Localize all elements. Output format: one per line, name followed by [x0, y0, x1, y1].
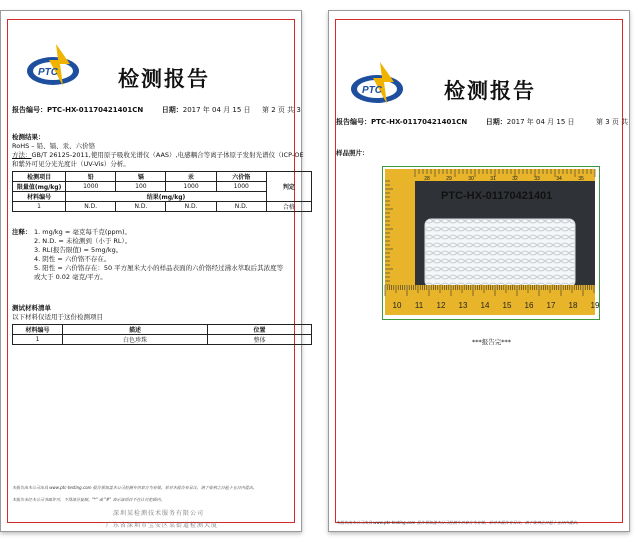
materials-table: [12, 324, 312, 345]
page-info: 第 2 页 共 3: [262, 106, 301, 114]
table-cell: 位置: [208, 325, 312, 335]
ruler-label: 14: [480, 301, 490, 310]
sample-photo: [385, 169, 600, 315]
report-no-label: 报告编号：: [12, 106, 47, 114]
svg-text:PTC: PTC: [38, 67, 58, 78]
svg-text:PTC: PTC: [362, 85, 382, 96]
ruler-label: 13: [458, 301, 468, 310]
table-cell: 六价铬: [216, 172, 266, 182]
table-row: [13, 202, 312, 212]
ruler-label: 17: [546, 301, 556, 310]
method-line-1: [12, 151, 304, 160]
ruler-label: 30: [468, 176, 474, 182]
report-page-2: [0, 10, 302, 532]
report-title: 检测报告: [444, 79, 536, 103]
list-item: 2. N.D. = 未检测到（小于 RL）。: [34, 237, 132, 245]
table-cell: N.D.: [166, 202, 216, 212]
footer-line-2: 本报告未经本公司书面许可，不得部分复制。"*" 或 "#" 表示该项目不在认可范围内。: [12, 497, 165, 502]
footer-line-1: 本报告由本公司出具 www.ptc-testing.com 报告须加盖本公司检测专用章方为有效。若对本报告有异议，请于收到之日起十五日内提出。: [12, 485, 257, 490]
list-item: 或大于 0.02 毫克/平方。: [34, 273, 107, 281]
rohs-line: RoHS – 铅、镉、汞、六价铬: [12, 142, 96, 150]
method-text: GB/T 26125-2011,使用原子吸收光谱仪（AAS）,电感耦合等离子体原子发射光谱仪（ICP-OE: [31, 151, 304, 159]
judge-header: 判定: [266, 172, 311, 202]
notes-label: 注释：: [12, 228, 32, 236]
list-item: 3. RL(报告限值) = 5mg/kg。: [34, 246, 123, 254]
ruler-label: 12: [436, 301, 446, 310]
ruler-label: 33: [534, 176, 540, 182]
table-row: [13, 325, 312, 335]
materials-subheading: 以下材料仅适用于这份检测项目: [12, 313, 103, 321]
page-info: 第 3 页 共: [596, 118, 629, 126]
list-item: 1. mg/kg = 毫克每千克(ppm)。: [34, 228, 132, 236]
table-cell: 材料编号: [13, 325, 63, 335]
method-line-2: 和紫外可见分光光度计（UV-Vis）分析。: [12, 160, 130, 168]
report-no: PTC-HX-01170421401CN: [47, 106, 144, 114]
table-row: [13, 335, 312, 345]
ruler-label: 16: [524, 301, 534, 310]
ruler-label: 11: [414, 301, 424, 310]
table-cell: 镉: [116, 172, 166, 182]
list-item: 4. 阴性 = 六价铬不存在。: [34, 255, 111, 263]
table-cell: 限量值(mg/kg): [13, 182, 66, 192]
stamp-line-1: 深圳某检测技术服务有限公司: [113, 510, 205, 517]
photo-heading: 样品照片：: [336, 149, 369, 157]
report-end-text: ***报告完***: [472, 338, 511, 346]
ptc-logo-icon: [348, 60, 406, 110]
report-date: 2017 年 04 月 15 日: [182, 106, 251, 114]
table-cell: N.D.: [66, 202, 116, 212]
results-heading: 检测结果：: [12, 133, 45, 141]
ruler-label: 29: [446, 176, 452, 182]
ruler-label: 10: [392, 301, 402, 310]
table-cell: N.D.: [116, 202, 166, 212]
report-page-3: [328, 10, 630, 532]
results-table: [12, 171, 312, 212]
table-cell: 白色珍珠: [63, 335, 208, 345]
ruler-label: 32: [512, 176, 518, 182]
table-cell: 1000: [66, 182, 116, 192]
table-cell: 1: [13, 202, 66, 212]
table-cell: 描述: [63, 325, 208, 335]
notes-list: [34, 228, 283, 282]
table-cell: 1000: [166, 182, 216, 192]
ruler-label: 35: [578, 176, 584, 182]
table-cell: 整体: [208, 335, 312, 345]
report-date: 2017 年 04 月 15 日: [506, 118, 575, 126]
date-label: 日期：: [485, 118, 507, 126]
table-cell: 铅: [66, 172, 116, 182]
report-meta: [336, 117, 575, 127]
table-cell: 1: [13, 335, 63, 345]
judge-value: 合格: [266, 202, 311, 212]
sample-photo-frame: [382, 166, 600, 320]
method-label: 方法：: [12, 151, 32, 159]
ruler-label: 31: [490, 176, 496, 182]
footer-line: 本报告由本公司出具 www.ptc-testing.com 报告须加盖本公司检测专用章方为有效。若对本报告有异议，请于收到之日起十五日内提出。: [336, 520, 581, 525]
report-title: 检测报告: [118, 67, 210, 91]
ruler-label: 34: [556, 176, 562, 182]
photo-label: PTC-HX-01170421401: [441, 190, 553, 202]
table-cell: 100: [116, 182, 166, 192]
table-row: [13, 172, 312, 182]
table-cell: 材料编号: [13, 192, 66, 202]
table-cell: N.D.: [216, 202, 266, 212]
list-item: 5. 阳性 = 六价铬存在：50 平方厘米大小的样品表面的六价铬经过沸水萃取后其浓度等: [34, 264, 284, 272]
report-no: PTC-HX-01170421401CN: [371, 118, 468, 126]
ruler-label: 28: [424, 176, 430, 182]
table-cell: 汞: [166, 172, 216, 182]
report-meta: [12, 105, 251, 115]
table-cell: 1000: [216, 182, 266, 192]
table-cell: 结果(mg/kg): [66, 192, 267, 202]
ptc-logo-icon: [24, 42, 82, 92]
materials-heading: 测试材料清单: [12, 304, 51, 312]
report-no-label: 报告编号：: [336, 118, 371, 126]
ruler-label: 15: [502, 301, 512, 310]
ruler-label: 18: [568, 301, 578, 310]
date-label: 日期：: [161, 106, 183, 114]
ruler-label: 19: [590, 301, 600, 310]
stamp-line-2: 广东省深圳市宝安区某街道检测大厦: [106, 522, 219, 529]
page-frame: [7, 19, 304, 529]
table-cell: 检测项目: [13, 172, 66, 182]
page-frame: [335, 19, 629, 525]
